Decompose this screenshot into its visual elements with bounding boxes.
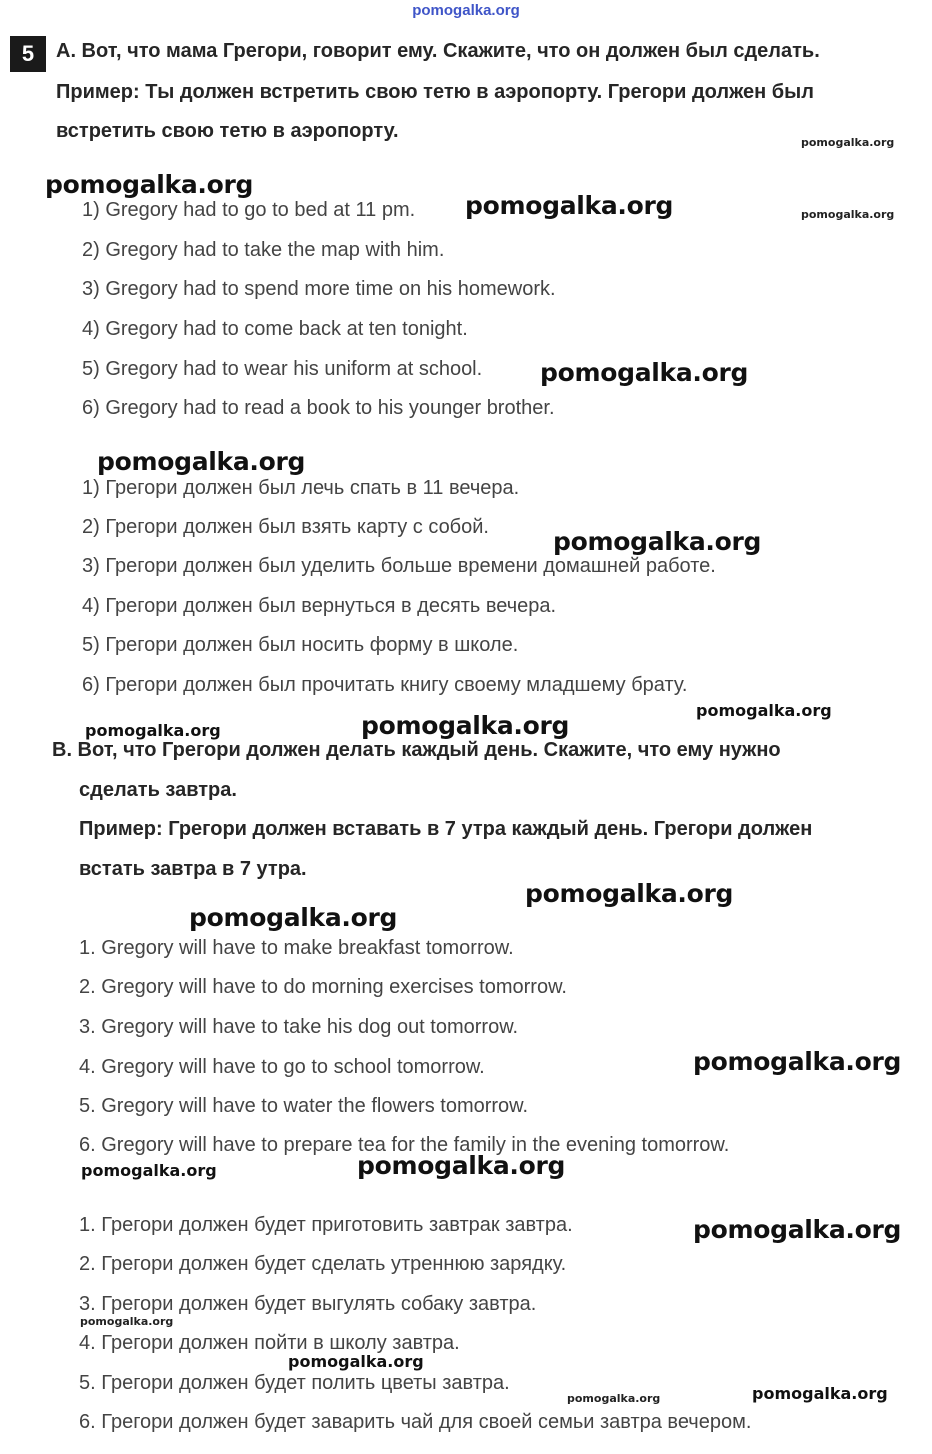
watermark: pomogalka.org bbox=[693, 1215, 902, 1244]
watermark: pomogalka.org bbox=[97, 447, 306, 476]
watermark: pomogalka.org bbox=[189, 903, 398, 932]
part-b-english-item-3: 3. Gregory will have to take his dog out tomorrow. bbox=[79, 1016, 519, 1038]
watermark: pomogalka.org bbox=[553, 527, 762, 556]
part-b-english-item-1: 1. Gregory will have to make breakfast tomorrow. bbox=[79, 937, 514, 959]
watermark: pomogalka.org bbox=[361, 711, 570, 740]
part-b-example-line1: Пример: Грегори должен вставать в 7 утра каждый день. Грегори должен bbox=[79, 818, 813, 840]
part-a-russian-item-6: 6) Грегори должен был прочитать книгу своему младшему брату. bbox=[82, 674, 688, 696]
part-b-russian-item-6: 6. Грегори должен будет заварить чай для своей семьи завтра вечером. bbox=[79, 1411, 752, 1433]
part-b-russian-item-4: 4. Грегори должен пойти в школу завтра. bbox=[79, 1332, 460, 1354]
part-a-example-line1: Пример: Ты должен встретить свою тетю в аэропорту. Грегори должен был bbox=[56, 81, 814, 103]
part-b-english-item-5: 5. Gregory will have to water the flowers tomorrow. bbox=[79, 1095, 529, 1117]
part-a-russian-item-2: 2) Грегори должен был взять карту с собой. bbox=[82, 516, 489, 538]
part-b-example-line2: встать завтра в 7 утра. bbox=[79, 858, 307, 880]
watermark: pomogalka.org bbox=[85, 721, 221, 740]
part-b-instruction-line1: B. Вот, что Грегори должен делать каждый день. Скажите, что ему нужно bbox=[52, 739, 781, 761]
part-b-english-item-2: 2. Gregory will have to do morning exercises tomorrow. bbox=[79, 976, 567, 998]
watermark: pomogalka.org bbox=[567, 1392, 661, 1405]
part-a-russian-item-1: 1) Грегори должен был лечь спать в 11 вечера. bbox=[82, 477, 520, 499]
watermark: pomogalka.org bbox=[696, 701, 832, 720]
watermark: pomogalka.org bbox=[81, 1161, 217, 1180]
part-a-russian-item-3: 3) Грегори должен был уделить больше времени домашней работе. bbox=[82, 555, 716, 577]
part-a-english-item-4: 4) Gregory had to come back at ten tonight. bbox=[82, 318, 468, 340]
site-header[interactable]: pomogalka.org bbox=[412, 2, 520, 19]
watermark: pomogalka.org bbox=[540, 358, 749, 387]
part-a-russian-item-4: 4) Грегори должен был вернуться в десять вечера. bbox=[82, 595, 557, 617]
part-a-russian-item-5: 5) Грегори должен был носить форму в школе. bbox=[82, 634, 519, 656]
watermark: pomogalka.org bbox=[80, 1315, 174, 1328]
part-a-english-item-3: 3) Gregory had to spend more time on his homework. bbox=[82, 278, 556, 300]
part-a-english-item-5: 5) Gregory had to wear his uniform at school. bbox=[82, 358, 483, 380]
part-a-instruction: A. Вот, что мама Грегори, говорит ему. Скажите, что он должен был сделать. bbox=[56, 40, 820, 62]
part-a-english-item-1: 1) Gregory had to go to bed at 11 pm. bbox=[82, 199, 416, 221]
watermark: pomogalka.org bbox=[288, 1352, 424, 1371]
watermark: pomogalka.org bbox=[525, 879, 734, 908]
watermark: pomogalka.org bbox=[693, 1047, 902, 1076]
part-b-russian-item-5: 5. Грегори должен будет полить цветы завтра. bbox=[79, 1372, 510, 1394]
part-b-instruction-line2: сделать завтра. bbox=[79, 779, 237, 801]
watermark: pomogalka.org bbox=[801, 136, 895, 149]
exercise-number-badge: 5 bbox=[10, 36, 46, 72]
part-b-russian-item-3: 3. Грегори должен будет выгулять собаку завтра. bbox=[79, 1293, 537, 1315]
watermark: pomogalka.org bbox=[45, 170, 254, 199]
watermark: pomogalka.org bbox=[465, 191, 674, 220]
watermark: pomogalka.org bbox=[752, 1384, 888, 1403]
part-b-english-item-6: 6. Gregory will have to prepare tea for the family in the evening tomorrow. bbox=[79, 1134, 730, 1156]
part-b-english-item-4: 4. Gregory will have to go to school tomorrow. bbox=[79, 1056, 485, 1078]
part-a-english-item-6: 6) Gregory had to read a book to his younger brother. bbox=[82, 397, 555, 419]
watermark: pomogalka.org bbox=[357, 1151, 566, 1180]
part-b-russian-item-2: 2. Грегори должен будет сделать утреннюю зарядку. bbox=[79, 1253, 567, 1275]
part-a-example-line2: встретить свою тетю в аэропорту. bbox=[56, 120, 399, 142]
part-a-english-item-2: 2) Gregory had to take the map with him. bbox=[82, 239, 445, 261]
part-b-russian-item-1: 1. Грегори должен будет приготовить завтрак завтра. bbox=[79, 1214, 573, 1236]
watermark: pomogalka.org bbox=[801, 208, 895, 221]
